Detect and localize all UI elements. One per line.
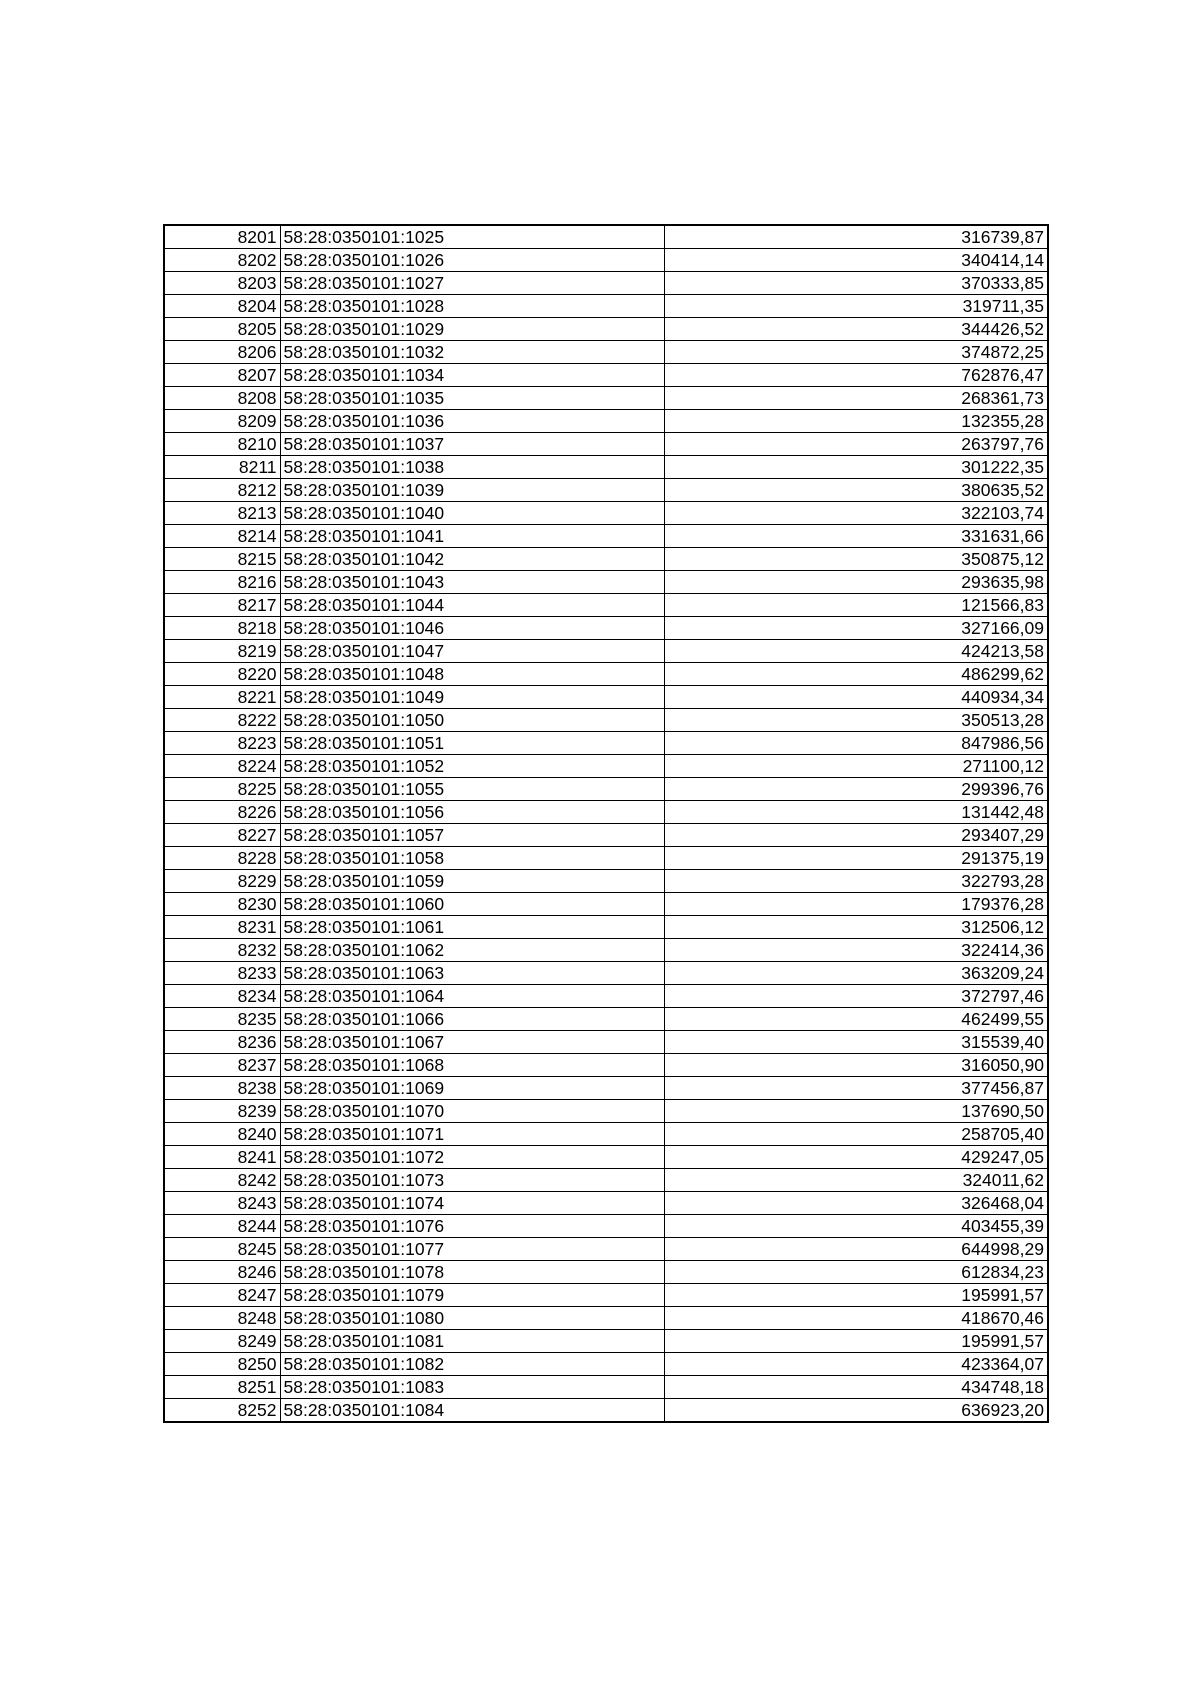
cadastral-value-cell: 340414,14 xyxy=(664,249,1048,272)
cadastral-value-cell: 271100,12 xyxy=(664,755,1048,778)
cadastral-value-cell: 486299,62 xyxy=(664,663,1048,686)
row-number-cell: 8233 xyxy=(164,962,280,985)
table-row xyxy=(164,732,1048,755)
cadastral-number-cell: 58:28:0350101:1070 xyxy=(280,1100,664,1123)
cadastral-number-cell: 58:28:0350101:1048 xyxy=(280,663,664,686)
cadastral-number-cell: 58:28:0350101:1076 xyxy=(280,1215,664,1238)
cadastral-number-cell: 58:28:0350101:1035 xyxy=(280,387,664,410)
cadastral-value-cell: 344426,52 xyxy=(664,318,1048,341)
row-number-cell: 8207 xyxy=(164,364,280,387)
cadastral-value-cell: 131442,48 xyxy=(664,801,1048,824)
table-row xyxy=(164,1123,1048,1146)
table-row xyxy=(164,1238,1048,1261)
table-row xyxy=(164,1376,1048,1399)
cadastral-number-cell: 58:28:0350101:1082 xyxy=(280,1353,664,1376)
cadastral-value-cell: 377456,87 xyxy=(664,1077,1048,1100)
cadastral-number-cell: 58:28:0350101:1057 xyxy=(280,824,664,847)
table-row xyxy=(164,272,1048,295)
table-row xyxy=(164,686,1048,709)
table-row xyxy=(164,1307,1048,1330)
table-row xyxy=(164,594,1048,617)
cadastral-value-cell: 299396,76 xyxy=(664,778,1048,801)
cadastral-number-cell: 58:28:0350101:1067 xyxy=(280,1031,664,1054)
table-row xyxy=(164,893,1048,916)
cadastral-value-cell: 350513,28 xyxy=(664,709,1048,732)
table-row xyxy=(164,939,1048,962)
row-number-cell: 8220 xyxy=(164,663,280,686)
cadastral-number-cell: 58:28:0350101:1050 xyxy=(280,709,664,732)
table-row xyxy=(164,801,1048,824)
cadastral-number-cell: 58:28:0350101:1038 xyxy=(280,456,664,479)
cadastral-value-cell: 350875,12 xyxy=(664,548,1048,571)
table-row xyxy=(164,433,1048,456)
cadastral-value-cell: 258705,40 xyxy=(664,1123,1048,1146)
cadastral-number-cell: 58:28:0350101:1028 xyxy=(280,295,664,318)
table-row xyxy=(164,1031,1048,1054)
row-number-cell: 8223 xyxy=(164,732,280,755)
cadastral-number-cell: 58:28:0350101:1042 xyxy=(280,548,664,571)
cadastral-number-cell: 58:28:0350101:1062 xyxy=(280,939,664,962)
row-number-cell: 8249 xyxy=(164,1330,280,1353)
row-number-cell: 8212 xyxy=(164,479,280,502)
table-row xyxy=(164,663,1048,686)
cadastral-number-cell: 58:28:0350101:1047 xyxy=(280,640,664,663)
table-row xyxy=(164,709,1048,732)
cadastral-value-cell: 374872,25 xyxy=(664,341,1048,364)
cadastral-value-cell: 263797,76 xyxy=(664,433,1048,456)
cadastral-number-cell: 58:28:0350101:1078 xyxy=(280,1261,664,1284)
row-number-cell: 8250 xyxy=(164,1353,280,1376)
cadastral-number-cell: 58:28:0350101:1051 xyxy=(280,732,664,755)
cadastral-number-cell: 58:28:0350101:1068 xyxy=(280,1054,664,1077)
row-number-cell: 8208 xyxy=(164,387,280,410)
row-number-cell: 8225 xyxy=(164,778,280,801)
table-row xyxy=(164,1077,1048,1100)
row-number-cell: 8235 xyxy=(164,1008,280,1031)
cadastral-number-cell: 58:28:0350101:1027 xyxy=(280,272,664,295)
cadastral-value-cell: 403455,39 xyxy=(664,1215,1048,1238)
cadastral-value-cell: 137690,50 xyxy=(664,1100,1048,1123)
cadastral-value-cell: 847986,56 xyxy=(664,732,1048,755)
cadastral-value-cell: 423364,07 xyxy=(664,1353,1048,1376)
cadastral-value-cell: 291375,19 xyxy=(664,847,1048,870)
cadastral-value-table xyxy=(163,224,1049,1423)
cadastral-number-cell: 58:28:0350101:1052 xyxy=(280,755,664,778)
row-number-cell: 8204 xyxy=(164,295,280,318)
cadastral-number-cell: 58:28:0350101:1066 xyxy=(280,1008,664,1031)
cadastral-number-cell: 58:28:0350101:1041 xyxy=(280,525,664,548)
row-number-cell: 8242 xyxy=(164,1169,280,1192)
cadastral-value-cell: 434748,18 xyxy=(664,1376,1048,1399)
table-row xyxy=(164,225,1048,249)
cadastral-value-cell: 370333,85 xyxy=(664,272,1048,295)
row-number-cell: 8226 xyxy=(164,801,280,824)
cadastral-number-cell: 58:28:0350101:1074 xyxy=(280,1192,664,1215)
cadastral-number-cell: 58:28:0350101:1049 xyxy=(280,686,664,709)
cadastral-number-cell: 58:28:0350101:1084 xyxy=(280,1399,664,1423)
cadastral-value-cell: 440934,34 xyxy=(664,686,1048,709)
row-number-cell: 8216 xyxy=(164,571,280,594)
cadastral-number-cell: 58:28:0350101:1071 xyxy=(280,1123,664,1146)
row-number-cell: 8252 xyxy=(164,1399,280,1423)
cadastral-value-cell: 322103,74 xyxy=(664,502,1048,525)
row-number-cell: 8239 xyxy=(164,1100,280,1123)
row-number-cell: 8210 xyxy=(164,433,280,456)
row-number-cell: 8234 xyxy=(164,985,280,1008)
cadastral-number-cell: 58:28:0350101:1080 xyxy=(280,1307,664,1330)
cadastral-number-cell: 58:28:0350101:1040 xyxy=(280,502,664,525)
row-number-cell: 8238 xyxy=(164,1077,280,1100)
cadastral-number-cell: 58:28:0350101:1044 xyxy=(280,594,664,617)
table-row xyxy=(164,387,1048,410)
table-row xyxy=(164,985,1048,1008)
cadastral-value-cell: 195991,57 xyxy=(664,1284,1048,1307)
cadastral-number-cell: 58:28:0350101:1029 xyxy=(280,318,664,341)
row-number-cell: 8209 xyxy=(164,410,280,433)
cadastral-value-cell: 372797,46 xyxy=(664,985,1048,1008)
cadastral-number-cell: 58:28:0350101:1063 xyxy=(280,962,664,985)
row-number-cell: 8246 xyxy=(164,1261,280,1284)
cadastral-value-cell: 424213,58 xyxy=(664,640,1048,663)
table-row xyxy=(164,1100,1048,1123)
cadastral-value-cell: 301222,35 xyxy=(664,456,1048,479)
cadastral-value-cell: 418670,46 xyxy=(664,1307,1048,1330)
table-row xyxy=(164,1169,1048,1192)
row-number-cell: 8214 xyxy=(164,525,280,548)
cadastral-number-cell: 58:28:0350101:1058 xyxy=(280,847,664,870)
table-row xyxy=(164,479,1048,502)
cadastral-value-cell: 326468,04 xyxy=(664,1192,1048,1215)
cadastral-value-cell: 315539,40 xyxy=(664,1031,1048,1054)
cadastral-value-cell: 316739,87 xyxy=(664,225,1048,249)
table-row xyxy=(164,1261,1048,1284)
table-body xyxy=(164,225,1048,1422)
cadastral-number-cell: 58:28:0350101:1046 xyxy=(280,617,664,640)
row-number-cell: 8245 xyxy=(164,1238,280,1261)
cadastral-value-cell: 462499,55 xyxy=(664,1008,1048,1031)
table-row xyxy=(164,1215,1048,1238)
table-row xyxy=(164,1008,1048,1031)
row-number-cell: 8231 xyxy=(164,916,280,939)
table-row xyxy=(164,249,1048,272)
cadastral-number-cell: 58:28:0350101:1034 xyxy=(280,364,664,387)
row-number-cell: 8241 xyxy=(164,1146,280,1169)
cadastral-value-cell: 293407,29 xyxy=(664,824,1048,847)
table-row xyxy=(164,1146,1048,1169)
cadastral-value-cell: 268361,73 xyxy=(664,387,1048,410)
cadastral-number-cell: 58:28:0350101:1043 xyxy=(280,571,664,594)
table-row xyxy=(164,456,1048,479)
cadastral-value-cell: 319711,35 xyxy=(664,295,1048,318)
cadastral-value-cell: 612834,23 xyxy=(664,1261,1048,1284)
cadastral-number-cell: 58:28:0350101:1077 xyxy=(280,1238,664,1261)
cadastral-value-cell: 762876,47 xyxy=(664,364,1048,387)
table-row xyxy=(164,548,1048,571)
cadastral-value-cell: 316050,90 xyxy=(664,1054,1048,1077)
table-row xyxy=(164,870,1048,893)
cadastral-value-cell: 293635,98 xyxy=(664,571,1048,594)
table-row xyxy=(164,1330,1048,1353)
row-number-cell: 8205 xyxy=(164,318,280,341)
table-row xyxy=(164,1353,1048,1376)
cadastral-number-cell: 58:28:0350101:1032 xyxy=(280,341,664,364)
cadastral-value-cell: 331631,66 xyxy=(664,525,1048,548)
cadastral-value-cell: 132355,28 xyxy=(664,410,1048,433)
cadastral-number-cell: 58:28:0350101:1036 xyxy=(280,410,664,433)
table-row xyxy=(164,341,1048,364)
table-row xyxy=(164,318,1048,341)
row-number-cell: 8201 xyxy=(164,225,280,249)
row-number-cell: 8232 xyxy=(164,939,280,962)
row-number-cell: 8248 xyxy=(164,1307,280,1330)
row-number-cell: 8227 xyxy=(164,824,280,847)
table-row xyxy=(164,364,1048,387)
cadastral-number-cell: 58:28:0350101:1064 xyxy=(280,985,664,1008)
row-number-cell: 8203 xyxy=(164,272,280,295)
table-row xyxy=(164,778,1048,801)
row-number-cell: 8218 xyxy=(164,617,280,640)
cadastral-number-cell: 58:28:0350101:1025 xyxy=(280,225,664,249)
cadastral-value-cell: 322414,36 xyxy=(664,939,1048,962)
table-row xyxy=(164,916,1048,939)
cadastral-value-cell: 327166,09 xyxy=(664,617,1048,640)
cadastral-value-cell: 429247,05 xyxy=(664,1146,1048,1169)
cadastral-number-cell: 58:28:0350101:1083 xyxy=(280,1376,664,1399)
table-row xyxy=(164,295,1048,318)
cadastral-value-cell: 312506,12 xyxy=(664,916,1048,939)
row-number-cell: 8247 xyxy=(164,1284,280,1307)
row-number-cell: 8215 xyxy=(164,548,280,571)
row-number-cell: 8251 xyxy=(164,1376,280,1399)
row-number-cell: 8243 xyxy=(164,1192,280,1215)
cadastral-number-cell: 58:28:0350101:1026 xyxy=(280,249,664,272)
table-row xyxy=(164,1284,1048,1307)
row-number-cell: 8202 xyxy=(164,249,280,272)
row-number-cell: 8236 xyxy=(164,1031,280,1054)
cadastral-number-cell: 58:28:0350101:1037 xyxy=(280,433,664,456)
cadastral-value-cell: 324011,62 xyxy=(664,1169,1048,1192)
cadastral-number-cell: 58:28:0350101:1061 xyxy=(280,916,664,939)
table-row xyxy=(164,1054,1048,1077)
cadastral-number-cell: 58:28:0350101:1069 xyxy=(280,1077,664,1100)
cadastral-number-cell: 58:28:0350101:1072 xyxy=(280,1146,664,1169)
row-number-cell: 8221 xyxy=(164,686,280,709)
table-row xyxy=(164,962,1048,985)
cadastral-value-cell: 121566,83 xyxy=(664,594,1048,617)
table-row xyxy=(164,1192,1048,1215)
cadastral-number-cell: 58:28:0350101:1056 xyxy=(280,801,664,824)
row-number-cell: 8229 xyxy=(164,870,280,893)
table-row xyxy=(164,410,1048,433)
cadastral-number-cell: 58:28:0350101:1055 xyxy=(280,778,664,801)
cadastral-number-cell: 58:28:0350101:1059 xyxy=(280,870,664,893)
row-number-cell: 8219 xyxy=(164,640,280,663)
row-number-cell: 8222 xyxy=(164,709,280,732)
table-row xyxy=(164,525,1048,548)
row-number-cell: 8213 xyxy=(164,502,280,525)
cadastral-value-cell: 179376,28 xyxy=(664,893,1048,916)
table-row xyxy=(164,640,1048,663)
table-row xyxy=(164,571,1048,594)
row-number-cell: 8230 xyxy=(164,893,280,916)
table-row xyxy=(164,824,1048,847)
row-number-cell: 8217 xyxy=(164,594,280,617)
table-row xyxy=(164,617,1048,640)
cadastral-value-cell: 644998,29 xyxy=(664,1238,1048,1261)
row-number-cell: 8224 xyxy=(164,755,280,778)
cadastral-number-cell: 58:28:0350101:1081 xyxy=(280,1330,664,1353)
cadastral-number-cell: 58:28:0350101:1060 xyxy=(280,893,664,916)
row-number-cell: 8206 xyxy=(164,341,280,364)
cadastral-value-cell: 195991,57 xyxy=(664,1330,1048,1353)
table-row xyxy=(164,847,1048,870)
cadastral-number-cell: 58:28:0350101:1039 xyxy=(280,479,664,502)
table-row xyxy=(164,502,1048,525)
table-row xyxy=(164,755,1048,778)
cadastral-value-cell: 363209,24 xyxy=(664,962,1048,985)
cadastral-value-cell: 636923,20 xyxy=(664,1399,1048,1423)
table-row xyxy=(164,1399,1048,1423)
cadastral-number-cell: 58:28:0350101:1073 xyxy=(280,1169,664,1192)
row-number-cell: 8237 xyxy=(164,1054,280,1077)
cadastral-value-cell: 322793,28 xyxy=(664,870,1048,893)
cadastral-value-cell: 380635,52 xyxy=(664,479,1048,502)
cadastral-number-cell: 58:28:0350101:1079 xyxy=(280,1284,664,1307)
row-number-cell: 8211 xyxy=(164,456,280,479)
row-number-cell: 8244 xyxy=(164,1215,280,1238)
row-number-cell: 8228 xyxy=(164,847,280,870)
row-number-cell: 8240 xyxy=(164,1123,280,1146)
